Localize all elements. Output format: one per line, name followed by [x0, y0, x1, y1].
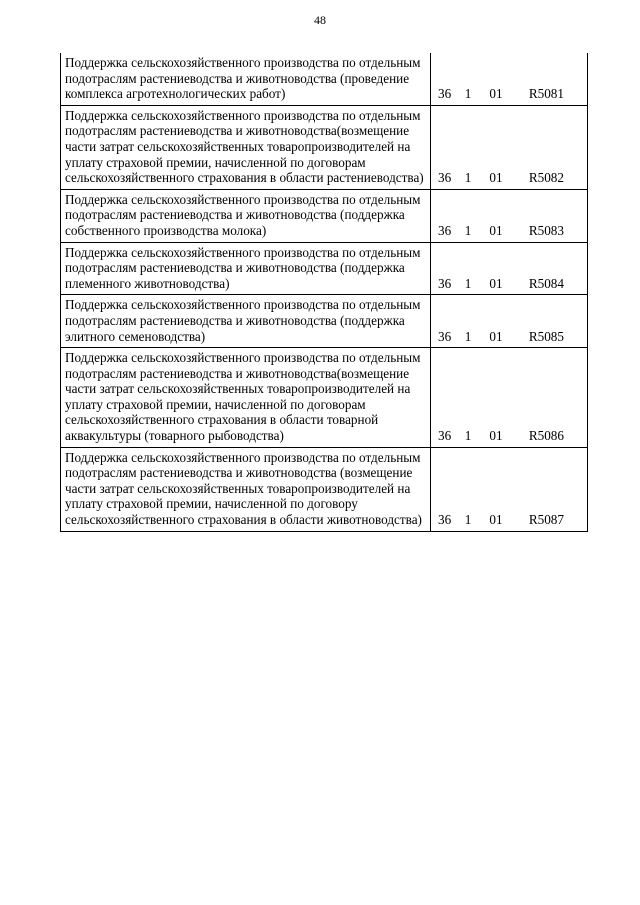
budget-classification-table	[60, 53, 588, 532]
target-code: R5082	[528, 170, 564, 186]
section-code: 1	[464, 86, 472, 102]
row-codes	[431, 242, 588, 295]
row-codes	[431, 295, 588, 348]
row-description: Поддержка сельскохозяйственного производства по отдельным подотраслям растениеводства и животноводства (поддержка собственного производства молока)	[61, 189, 431, 242]
table-row	[61, 348, 588, 448]
row-codes	[431, 447, 588, 531]
row-codes	[431, 105, 588, 189]
table-row	[61, 295, 588, 348]
section-code: 1	[464, 428, 472, 444]
subsection-code: 01	[489, 86, 503, 102]
target-code: R5083	[528, 222, 564, 238]
subsection-code: 01	[489, 222, 503, 238]
row-description: Поддержка сельскохозяйственного производства по отдельным подотраслям растениеводства и животноводства (проведение комплекса агротехнологических работ)	[61, 53, 431, 105]
row-codes	[431, 348, 588, 448]
ministry-code: 36	[438, 170, 452, 186]
table-row	[61, 53, 588, 105]
section-code: 1	[464, 170, 472, 186]
subsection-code: 01	[489, 328, 503, 344]
row-description: Поддержка сельскохозяйственного производства по отдельным подотраслям растениеводства и животноводства (поддержка элитного семеноводства)	[61, 295, 431, 348]
target-code: R5087	[528, 512, 564, 528]
target-code: R5085	[528, 328, 564, 344]
subsection-code: 01	[489, 275, 503, 291]
section-code: 1	[464, 275, 472, 291]
target-code: R5086	[528, 428, 564, 444]
row-codes	[431, 53, 588, 105]
row-description: Поддержка сельскохозяйственного производства по отдельным подотраслям растениеводства и животноводства (поддержка племенного животноводства)	[61, 242, 431, 295]
table-row	[61, 189, 588, 242]
row-codes	[431, 189, 588, 242]
section-code: 1	[464, 222, 472, 238]
page-number: 48	[314, 13, 326, 27]
subsection-code: 01	[489, 170, 503, 186]
target-code: R5081	[528, 86, 564, 102]
ministry-code: 36	[438, 275, 452, 291]
section-code: 1	[464, 328, 472, 344]
row-description: Поддержка сельскохозяйственного производства по отдельным подотраслям растениеводства и животноводства(возмещение части затрат сельскохозяйственных товаропроизводителей на уплату страховой премии, начисленной по договорам сельскохозяйственного страхования в области товарной аквакультуры (товарного рыбоводства)	[61, 348, 431, 448]
ministry-code: 36	[438, 86, 452, 102]
table-row	[61, 105, 588, 189]
subsection-code: 01	[489, 512, 503, 528]
row-description: Поддержка сельскохозяйственного производства по отдельным подотраслям растениеводства и животноводства(возмещение части затрат сельскохозяйственных товаропроизводителей на уплату страховой премии, начисленной по договорам сельскохозяйственного страхования в области растениеводства)	[61, 105, 431, 189]
ministry-code: 36	[438, 328, 452, 344]
ministry-code: 36	[438, 222, 452, 238]
row-description: Поддержка сельскохозяйственного производства по отдельным подотраслям растениеводства и животноводства (возмещение части затрат сельскохозяйственных товаропроизводителей на уплату страховой премии, начисленной по договору сельскохозяйственного страхования в области животноводства)	[61, 447, 431, 531]
table-row	[61, 447, 588, 531]
ministry-code: 36	[438, 512, 452, 528]
ministry-code: 36	[438, 428, 452, 444]
target-code: R5084	[528, 275, 564, 291]
table-row	[61, 242, 588, 295]
subsection-code: 01	[489, 428, 503, 444]
section-code: 1	[464, 512, 472, 528]
